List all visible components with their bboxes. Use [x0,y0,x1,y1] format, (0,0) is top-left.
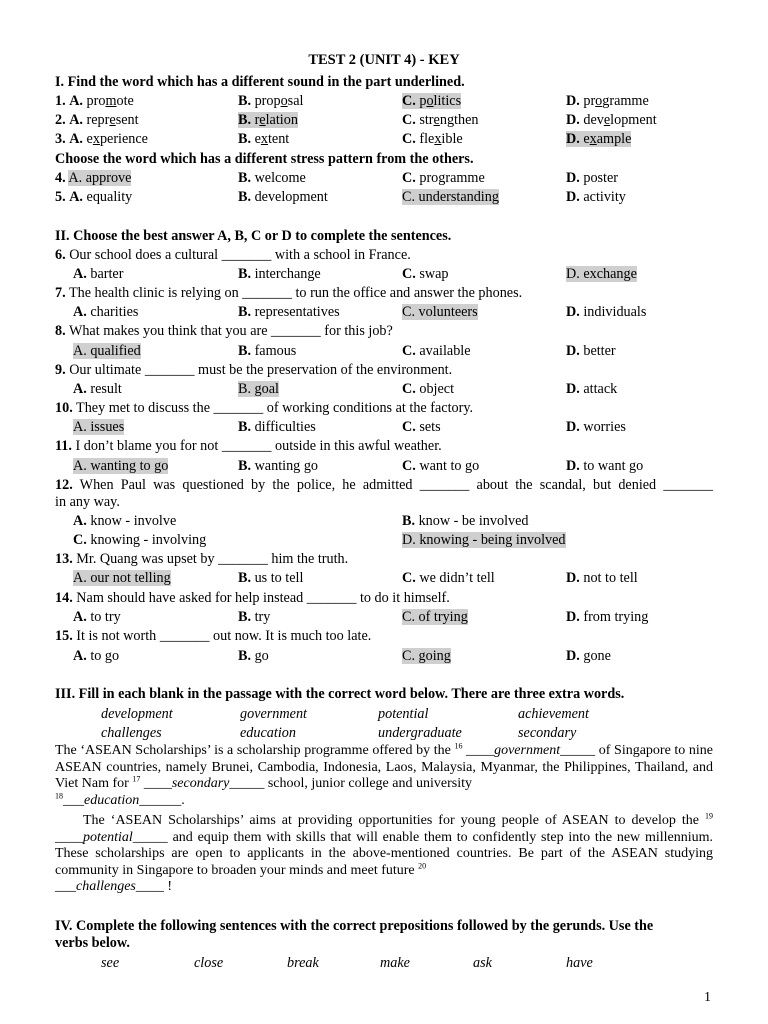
q11-option-d: D. to want go [566,458,644,474]
q6-option-d: D. exchange [566,266,637,282]
q1-option-b: B. proposal [238,93,304,109]
verb-item: see [101,955,120,971]
word-bank-item: achievement [518,706,589,722]
q10-option-a: A. issues [73,419,125,435]
q4-option-d: D. poster [566,170,619,186]
q13-option-d: D. not to tell [566,570,638,586]
q9-option-a: A. result [73,381,122,397]
q7-option-c: C. volunteers [402,304,478,320]
q6-option-a: A. barter [73,266,124,282]
blank-20-answer: challenges [76,879,136,894]
q6-stem: 6. Our school does a cultural _______ with a school in France. [55,247,411,263]
q15-stem: 15. It is not worth _______ out now. It is much too late. [55,628,372,644]
word-bank-item: education [240,725,296,741]
blank-18-answer: education [84,792,140,808]
word-bank-item: potential [378,706,429,722]
word-bank-item: secondary [518,725,577,741]
q11-option-c: C. want to go [402,458,480,474]
q13-stem: 13. Mr. Quang was upset by _______ him the truth. [55,551,349,567]
q15-option-c: C. going [402,648,451,664]
q10-option-c: C. sets [402,419,441,435]
section-3-heading: III. Fill in each blank in the passage with the correct word below. There are three extra words. [55,686,625,702]
q5-option-a: 5. A. equality [55,189,133,205]
q14-option-b: B. try [238,609,271,625]
section-2-heading: II. Choose the best answer A, B, C or D to complete the sentences. [55,228,452,244]
word-bank-item: government [240,706,307,722]
verb-item: have [566,955,593,971]
q10-option-b: B. difficulties [238,419,316,435]
q5-option-b: B. development [238,189,328,205]
q8-option-d: D. better [566,343,616,359]
q15-option-d: D. gone [566,648,611,664]
q1-option-d: D. programme [566,93,649,109]
q10-stem: 10. They met to discuss the _______ of working conditions at the factory. [55,400,474,416]
q4-option-b: B. welcome [238,170,306,186]
section-4-heading: IV. Complete the following sentences with the correct prepositions followed by the gerunds. Use the [55,918,654,934]
q11-option-a: A. wanting to go [73,458,169,474]
q12-option-c: C. knowing - involving [73,532,207,548]
q3-option-d: D. example [566,131,632,147]
q12-option-a: A. know - involve [73,513,177,529]
q14-option-d: D. from trying [566,609,649,625]
q6-option-c: C. swap [402,266,449,282]
q7-option-d: D. individuals [566,304,647,320]
q3-option-a: 3. A. experience [55,131,148,147]
q5-option-d: D. activity [566,189,626,205]
q9-stem: 9. Our ultimate _______ must be the preservation of the environment. [55,362,453,378]
q2-option-d: D. development [566,112,657,128]
q8-stem: 8. What makes you think that you are _______ for this job? [55,323,393,339]
verb-item: ask [473,955,492,971]
word-bank-item: challenges [101,725,162,741]
q5-option-c: C. understanding [402,189,499,205]
q3-option-b: B. extent [238,131,290,147]
q9-option-d: D. attack [566,381,618,397]
page-title: TEST 2 (UNIT 4) - KEY [308,52,460,68]
q14-option-a: A. to try [73,609,121,625]
q11-option-b: B. wanting go [238,458,319,474]
q6-option-b: B. interchange [238,266,321,282]
section-4-heading-continued: verbs below. [55,935,130,951]
passage-paragraph-2: The ‘ASEAN Scholarships’ aims at providing opportunities for young people of ASEAN to develop the $^{19}$ ____potential_____ and equip them with skills that will enable them to confidently step into the new millennium. These scholarships are open to applicants in the above-mentioned countries. Be part of the ASEAN studying community in Singapore to broaden your minds and meet future $^{20}$ ___challenges____ ! [55,811,714,894]
q4-option-a: 4. A. approve [55,170,132,186]
q12-stem: 12. When Paul was questioned by the police, he admitted _______ about the scandal, but denied _______ [55,477,713,493]
verb-item: close [194,955,224,971]
q4-option-c: C. programme [402,170,485,186]
q14-stem: 14. Nam should have asked for help instead _______ to do it himself. [55,590,450,606]
q3-option-c: C. flexible [402,131,463,147]
q11-stem: 11. I don’t blame you for not _______ outside in this awful weather. [55,438,442,454]
verb-item: make [380,955,410,971]
q12-option-b: B. know - be involved [402,513,529,529]
q13-option-c: C. we didn’t tell [402,570,495,586]
blank-17-answer: secondary [171,776,230,791]
stress-subheading: Choose the word which has a different stress pattern from the others. [55,151,474,167]
q8-option-a: A. qualified [73,343,141,359]
q9-option-b: B. goal [238,381,279,397]
q12-option-d: D. knowing - being involved [402,532,566,548]
q14-option-c: C. of trying [402,609,468,625]
section-1-heading: I. Find the word which has a different sound in the part underlined. [55,74,465,90]
q7-stem: 7. The health clinic is relying on _______ to run the office and answer the phones. [55,285,523,301]
q9-option-c: C. object [402,381,455,397]
q2-option-a: 2. A. represent [55,112,139,128]
q13-option-a: A. our not telling [73,570,171,586]
q2-option-b: B. relation [238,112,298,128]
blank-19-answer: potential [83,829,133,845]
q12-stem-continued: in any way. [55,494,120,510]
q10-option-d: D. worries [566,419,626,435]
q1-option-c: C. politics [402,93,462,109]
q1-option-a: 1. A. promote [55,93,134,109]
q8-option-b: B. famous [238,343,297,359]
q15-option-b: B. go [238,648,269,664]
word-bank-item: development [101,706,173,722]
blank-16-answer: government [494,743,561,758]
q7-option-a: A. charities [73,304,139,320]
q2-option-c: C. strengthen [402,112,479,128]
q13-option-b: B. us to tell [238,570,304,586]
verb-item: break [287,955,319,971]
page-number: 1 [704,990,711,1005]
word-bank-item: undergraduate [378,725,462,741]
passage-paragraph-1: The ‘ASEAN Scholarships’ is a scholarship programme offered by the $^{16}$ ____government_____ of Singapore to nine ASEAN countries, namely Brunei, Cambodia, Indonesia, Laos, Malaysia, Myanmar, the Philippines, Thailand, and Viet Nam for $^{17}$ ____secondary_____ school, junior college and university $^{18}$___education______. [55,741,714,808]
q15-option-a: A. to go [73,648,120,664]
q8-option-c: C. available [402,343,471,359]
q7-option-b: B. representatives [238,304,340,320]
